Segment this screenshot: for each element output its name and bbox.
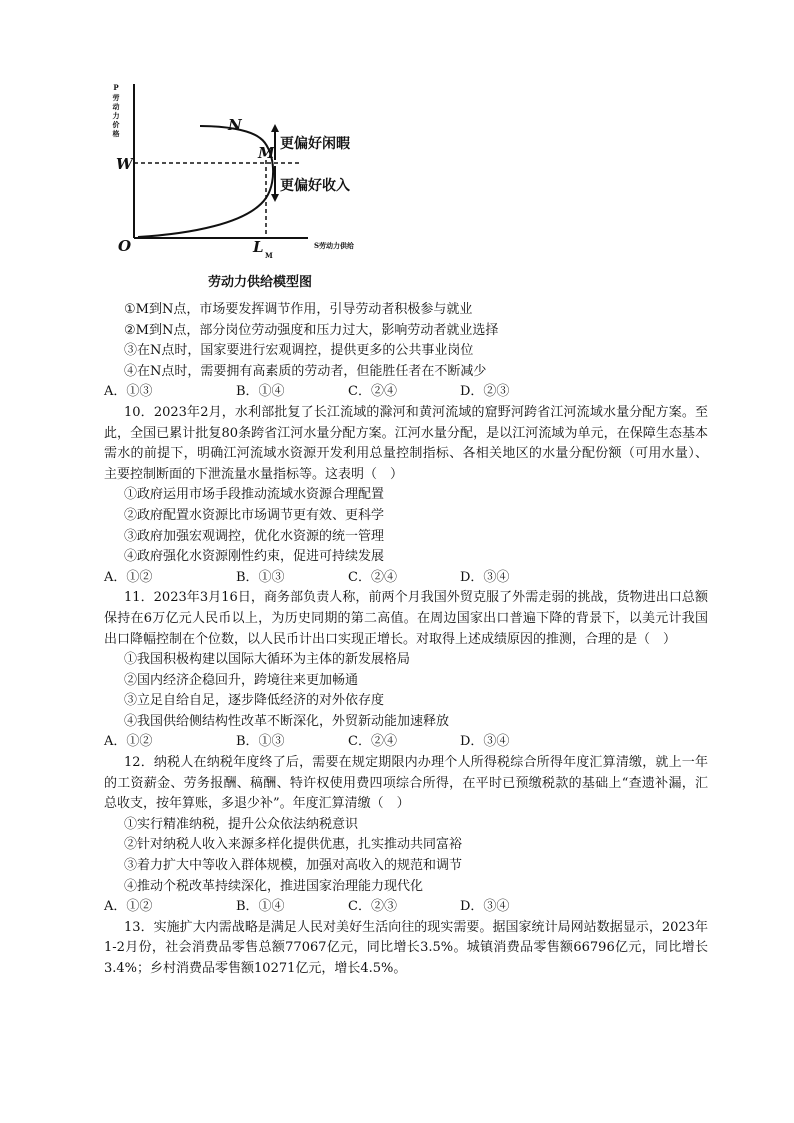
q11-option-d: D．③④ (460, 734, 510, 750)
y-axis-label-5: 格 (112, 129, 120, 138)
q11-statement-3: ③立足自给自足，逐步降低经济的对外依存度 (124, 693, 385, 709)
q10-stem: 10．2023年2月，水利部批复了长江流域的滁河和黄河流域的窟野河跨省江河流域水量分配方案。至此，全国已累计批复80条跨省江河水量分配方案。江河水量分配，是以江河流域为单元，在保障生态基本需水的前提下，明确江河流域水资源开发利用总量控制指标、各相关地区的水量分配份额（可用水量）、主要控制断面的下泄流量水量指标等。这表明（ ） (104, 404, 708, 482)
q12-statement-4: ④推动个税改革持续深化，推进国家治理能力现代化 (124, 878, 424, 894)
q9-options (104, 382, 708, 403)
q9-option-b: B．①④ (236, 384, 285, 400)
q9-statement-2: ②M到N点，部分岗位劳动强度和压力过大，影响劳动者就业选择 (124, 322, 499, 338)
q9-statement-3: ③在N点时，国家要进行宏观调控，提供更多的公共事业岗位 (124, 343, 474, 359)
q12-statement-3: ③着力扩大中等收入群体规模，加强对高收入的规范和调节 (124, 858, 463, 874)
y-axis-label-1: 劳 (112, 93, 120, 102)
figure-caption: 劳动力供给模型图 (208, 275, 313, 290)
q11-option-c: C．②④ (348, 734, 397, 750)
x-axis-label: S劳动力供给 (314, 241, 355, 250)
q9-option-d: D．②③ (460, 384, 510, 400)
q13-stem: 13．实施扩大内需战略是满足人民对美好生活向往的现实需要。据国家统计局网站数据显示，2023年1-2月份，社会消费品零售总额77067亿元，同比增长3.5%。城镇消费品零售额66796亿元，同比增长3.4%；乡村消费品零售额10271亿元，增长4.5%。 (104, 919, 708, 976)
l-label: L (253, 238, 264, 256)
down-arrow-head (271, 194, 279, 202)
supply-curve (138, 126, 273, 237)
q10-options (104, 568, 708, 589)
labor-supply-figure (108, 78, 388, 298)
q11-options (104, 732, 708, 753)
q11-stem: 11．2023年3月16日，商务部负责人称，前两个月我国外贸克服了外需走弱的挑战，货物进出口总额保持在6万亿元人民币以上，为历史同期的第二高值。在周边国家出口普遍下降的背景下，以美元计我国出口降幅控制在个位数，以人民币计出口实现正增长。对取得上述成绩原因的推测，合理的是（ ） (104, 590, 708, 647)
q10-option-d: D．③④ (460, 569, 510, 585)
q12-option-d: D．③④ (460, 899, 510, 915)
n-label: N (228, 116, 242, 134)
q9-option-c: C．②④ (348, 384, 397, 400)
q12-option-c: C．②③ (348, 899, 397, 915)
q10-option-a: A．①② (104, 569, 153, 585)
q9-option-a: A．①③ (104, 384, 153, 400)
income-label: 更偏好收入 (280, 178, 350, 194)
questions-body (104, 300, 708, 980)
q12-statement-2: ②针对纳税人收入来源多样化提供优惠，扎实推动共同富裕 (124, 837, 463, 853)
q10-statement-3: ③政府加强宏观调控，优化水资源的统一管理 (124, 528, 385, 544)
q10-statement-1: ①政府运用市场手段推动流域水资源合理配置 (124, 487, 385, 503)
l-subscript: M (265, 251, 273, 260)
leisure-label: 更偏好闲暇 (280, 136, 350, 152)
q9-statement-4: ④在N点时，需要拥有高素质的劳动者，但能胜任者在不断减少 (124, 363, 487, 379)
y-axis-label-3: 力 (112, 111, 120, 120)
origin-label: O (118, 237, 132, 255)
w-label: W (116, 155, 133, 173)
y-axis-label-0: P (113, 83, 119, 92)
q11-statement-1: ①我国积极构建以国际大循环为主体的新发展格局 (124, 652, 411, 668)
q12-options (104, 897, 708, 918)
q12-statement-1: ①实行精准纳税，提升公众依法纳税意识 (124, 816, 359, 832)
q12-option-a: A．①② (104, 899, 153, 915)
q9-statement-1: ①M到N点，市场要发挥调节作用，引导劳动者积极参与就业 (124, 302, 473, 317)
q11-statement-2: ②国内经济企稳回升，跨境往来更加畅通 (124, 672, 359, 688)
q10-statement-4: ④政府强化水资源刚性约束，促进可持续发展 (124, 549, 385, 565)
y-axis-label-2: 动 (112, 102, 120, 111)
up-arrow-head (271, 124, 279, 132)
q11-option-b: B．①③ (236, 734, 285, 750)
q10-option-b: B．①③ (236, 569, 285, 585)
q10-statement-2: ②政府配置水资源比市场调节更有效、更科学 (124, 507, 385, 523)
m-label: M (258, 144, 275, 162)
q11-statement-4: ④我国供给侧结构性改革不断深化，外贸新动能加速释放 (124, 713, 450, 729)
q12-option-b: B．①④ (236, 899, 285, 915)
y-axis-label-4: 价 (112, 120, 120, 129)
q11-option-a: A．①② (104, 734, 153, 750)
q12-stem: 12．纳税人在纳税年度终了后，需要在规定期限内办理个人所得税综合所得年度汇算清缴，就上一年的工资薪金、劳务报酬、稿酬、特许权使用费四项综合所得，在平时已预缴税款的基础上“查遗补漏，汇总收支，按年算账，多退少补”。年度汇算清缴（ ） (104, 755, 708, 812)
q10-option-c: C．②④ (348, 569, 397, 585)
